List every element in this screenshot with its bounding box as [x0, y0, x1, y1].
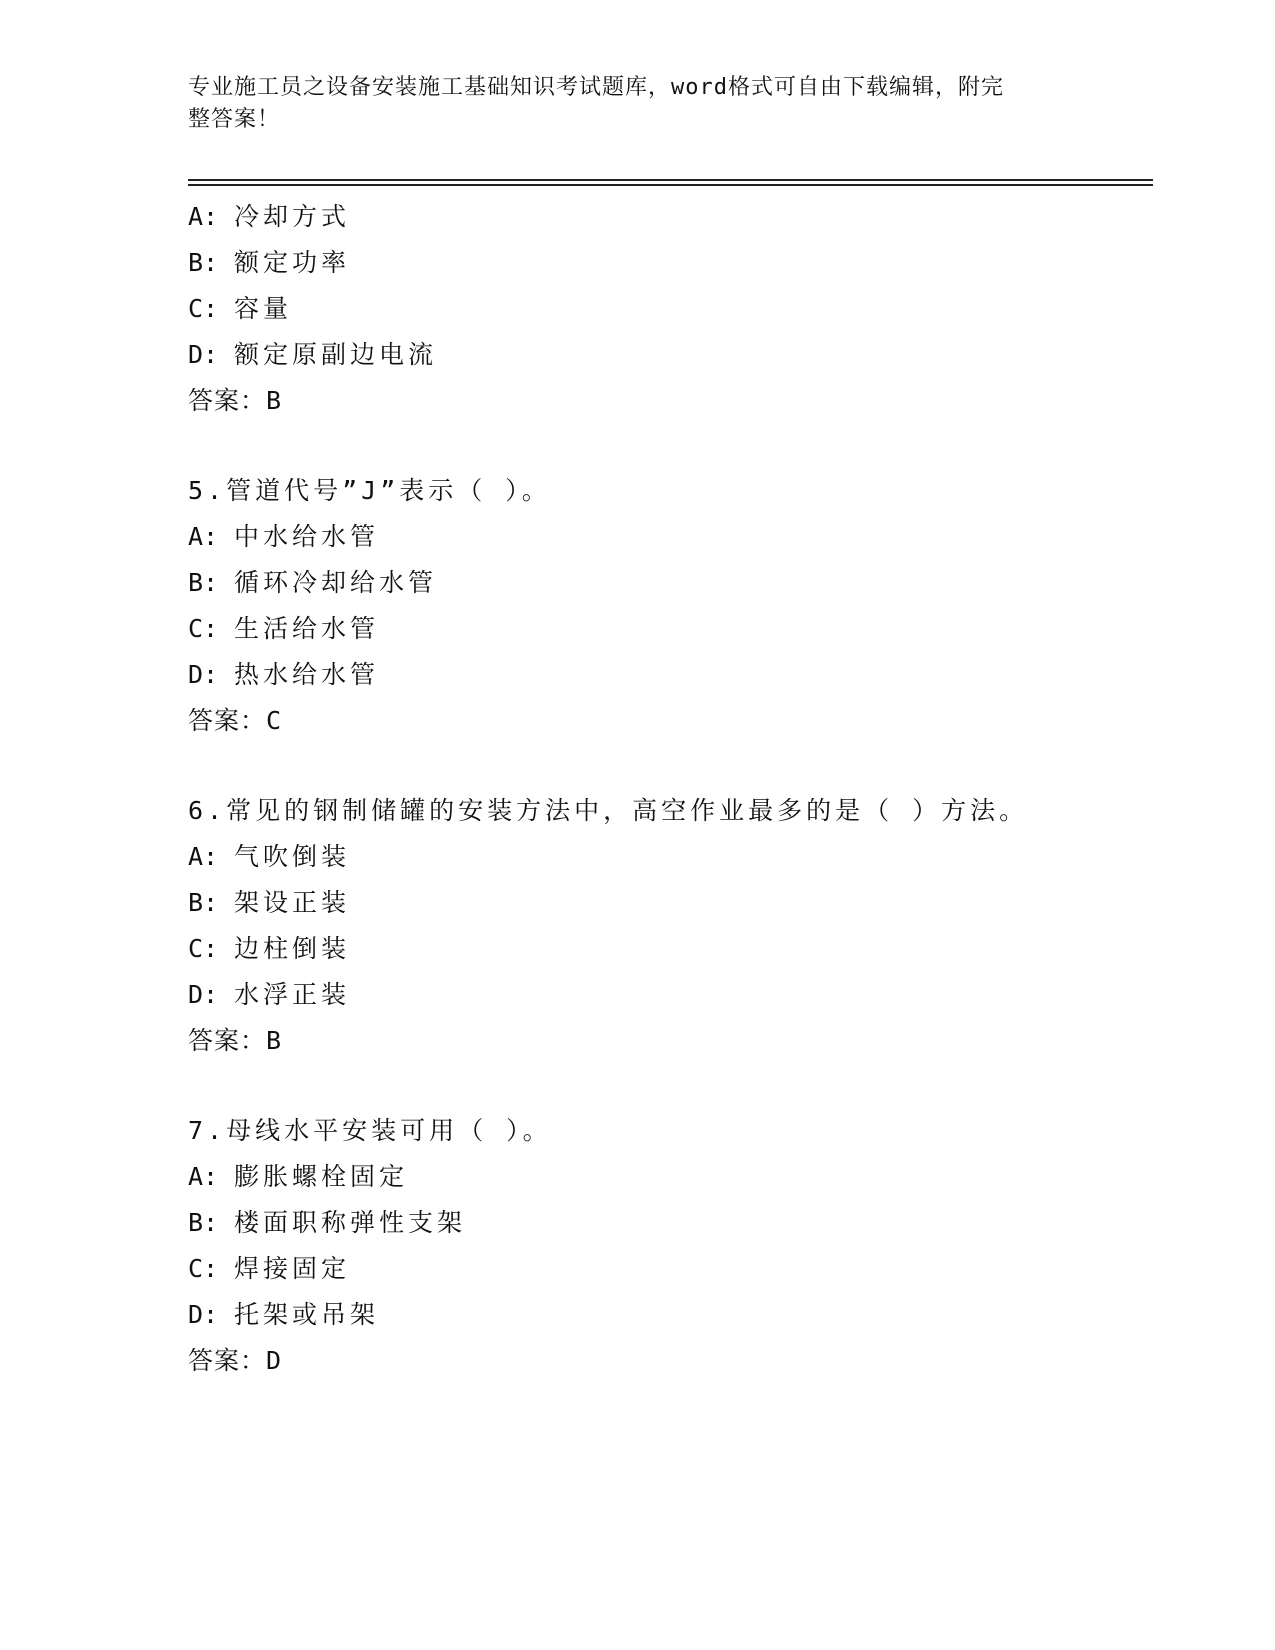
option-text: 额定原副边电流: [234, 340, 438, 369]
option-a: [188, 194, 1153, 240]
option-key: C:: [188, 294, 219, 323]
answer-label: 答案：: [188, 706, 267, 735]
header-divider-top: [188, 179, 1153, 181]
option-text: 额定功率: [234, 248, 351, 277]
option-key: B:: [188, 248, 219, 277]
option-d: [188, 332, 1153, 378]
question-block-4: [188, 194, 1153, 424]
option-key: B:: [188, 888, 219, 917]
option-key: C:: [188, 614, 219, 643]
answer-label: 答案：: [188, 1026, 267, 1055]
option-key: D:: [188, 660, 219, 689]
option-b: [188, 880, 1153, 926]
answer-line: [188, 1338, 1153, 1384]
option-key: A:: [188, 1162, 219, 1191]
document-header: [188, 72, 1068, 136]
option-key: C:: [188, 934, 219, 963]
option-key: B:: [188, 1208, 219, 1237]
option-key: D:: [188, 980, 219, 1009]
answer-line: [188, 378, 1153, 424]
answer-line: [188, 1018, 1153, 1064]
option-c: [188, 606, 1153, 652]
question-stem: 7.母线水平安装可用（ ）。: [188, 1116, 552, 1145]
option-key: A:: [188, 522, 219, 551]
option-text: 冷却方式: [234, 202, 351, 231]
option-text: 生活给水管: [234, 614, 380, 643]
option-b: [188, 1200, 1153, 1246]
option-a: [188, 834, 1153, 880]
answer-value: B: [266, 386, 283, 415]
option-b: [188, 560, 1153, 606]
question-block-5: [188, 468, 1153, 744]
option-key: A:: [188, 202, 219, 231]
option-text: 气吹倒装: [234, 842, 351, 871]
option-text: 架设正装: [234, 888, 351, 917]
answer-line: [188, 698, 1153, 744]
answer-value: B: [266, 1026, 283, 1055]
option-text: 循环冷却给水管: [234, 568, 438, 597]
question-stem: 5.管道代号”J”表示（ ）。: [188, 476, 551, 505]
answer-label: 答案：: [188, 386, 267, 415]
option-key: B:: [188, 568, 219, 597]
option-text: 热水给水管: [234, 660, 380, 689]
question-block-7: [188, 1108, 1153, 1384]
option-text: 边柱倒装: [234, 934, 351, 963]
option-key: A:: [188, 842, 219, 871]
header-line-2: 整答案！: [188, 107, 281, 132]
option-text: 膨胀螺栓固定: [234, 1162, 409, 1191]
question-list: [188, 194, 1153, 1428]
answer-value: C: [266, 706, 283, 735]
question-block-6: [188, 788, 1153, 1064]
question-stem: 6.常见的钢制储罐的安装方法中，高空作业最多的是（ ）方法。: [188, 796, 1029, 825]
option-c: [188, 286, 1153, 332]
option-d: [188, 972, 1153, 1018]
option-d: [188, 1292, 1153, 1338]
option-c: [188, 926, 1153, 972]
option-text: 楼面职称弹性支架: [234, 1208, 467, 1237]
option-text: 水浮正装: [234, 980, 351, 1009]
option-d: [188, 652, 1153, 698]
option-text: 容量: [234, 294, 293, 323]
option-a: [188, 514, 1153, 560]
option-a: [188, 1154, 1153, 1200]
option-text: 焊接固定: [234, 1254, 351, 1283]
header-line-1: 专业施工员之设备安装施工基础知识考试题库，word格式可自由下载编辑，附完: [188, 75, 1004, 100]
option-text: 中水给水管: [234, 522, 380, 551]
option-text: 托架或吊架: [234, 1300, 380, 1329]
option-b: [188, 240, 1153, 286]
option-c: [188, 1246, 1153, 1292]
header-divider-bottom: [188, 184, 1153, 186]
option-key: D:: [188, 340, 219, 369]
option-key: D:: [188, 1300, 219, 1329]
answer-value: D: [266, 1346, 283, 1375]
answer-label: 答案：: [188, 1346, 267, 1375]
option-key: C:: [188, 1254, 219, 1283]
